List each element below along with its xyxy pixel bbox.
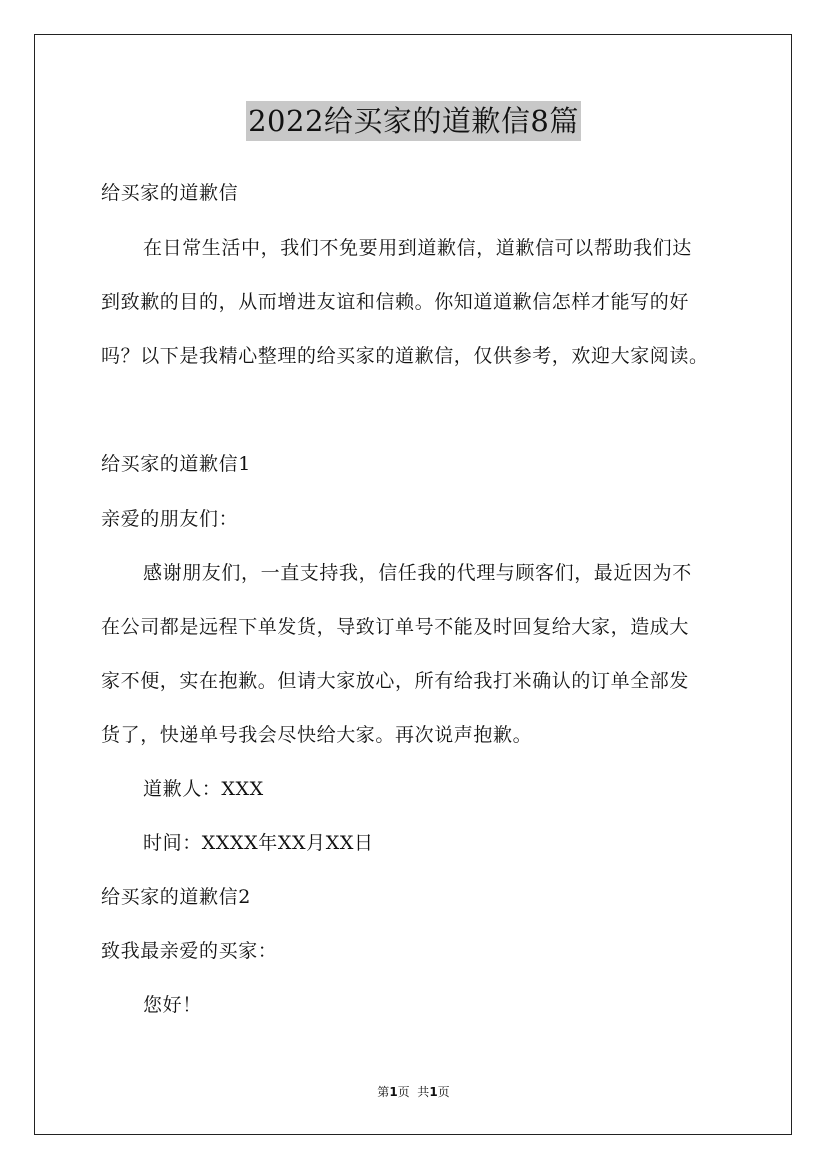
letter1-body-line-3: 家不便，实在抱歉。但请大家放心，所有给我打米确认的订单全部发	[101, 670, 690, 692]
title-container	[0, 101, 827, 141]
footer-page-number: 1	[389, 1085, 398, 1099]
letter1-date: 时间：XXXX年XX月XX日	[143, 832, 374, 854]
letter1-body-line-2: 在公司都是远程下单发货，导致订单号不能及时回复给大家，造成大	[101, 616, 690, 638]
footer-suffix: 页	[437, 1085, 450, 1099]
letter1-heading: 给买家的道歉信1	[101, 453, 251, 475]
letter1-salutation: 亲爱的朋友们：	[101, 508, 239, 530]
footer-prefix: 第	[377, 1085, 390, 1099]
letter2-salutation: 致我最亲爱的买家：	[101, 940, 278, 962]
intro-line-1: 在日常生活中，我们不免要用到道歉信，道歉信可以帮助我们达	[143, 237, 692, 259]
letter1-body-line-1: 感谢朋友们，一直支持我，信任我的代理与顾客们，最近因为不	[143, 562, 692, 584]
intro-line-2: 到致歉的目的，从而增进友谊和信赖。你知道道歉信怎样才能写的好	[101, 291, 690, 313]
letter1-signature: 道歉人：XXX	[143, 778, 264, 800]
letter1-body-line-4: 货了，快递单号我会尽快给大家。再次说声抱歉。	[101, 724, 533, 746]
letter2-greeting: 您好！	[143, 994, 202, 1016]
intro-heading: 给买家的道歉信	[101, 182, 239, 204]
footer-total-pages: 1	[429, 1085, 438, 1099]
letter2-heading: 给买家的道歉信2	[101, 886, 251, 908]
footer-mid: 页 共	[397, 1085, 430, 1099]
page-footer	[0, 1084, 827, 1100]
intro-line-3: 吗？以下是我精心整理的给买家的道歉信，仅供参考，欢迎大家阅读。	[101, 345, 709, 367]
document-title: 2022给买家的道歉信8篇	[246, 101, 581, 141]
